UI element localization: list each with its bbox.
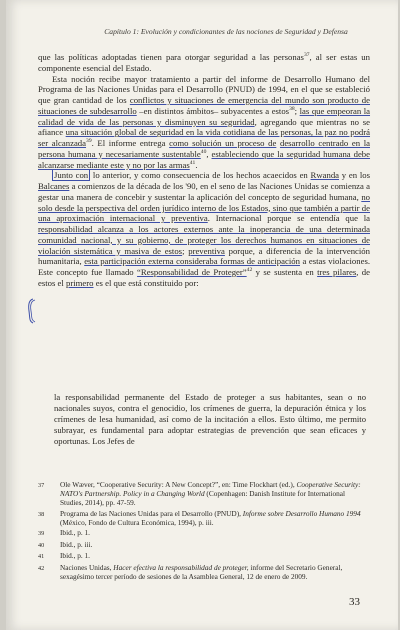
- footnote: 39 Ibid., p. 1.: [38, 528, 90, 538]
- footnote-ref[interactable]: 40: [200, 148, 207, 155]
- pen-underline: Balcanes: [38, 181, 70, 191]
- pen-underline: esta participación externa consideraba formas de anticipación: [84, 256, 300, 267]
- footnote-ref[interactable]: 38: [289, 105, 295, 112]
- pen-underline: desarrollo centrado en la persona humana y necesariamente sustentable: [38, 138, 370, 159]
- body-text: [38, 52, 370, 289]
- pen-underline: Rwanda: [310, 170, 340, 181]
- footnote: 41 Ibid., p. 1.: [38, 551, 90, 561]
- pen-underline: preventiva: [188, 245, 225, 256]
- footnote-ref[interactable]: 39: [86, 138, 92, 145]
- paragraph-2: Esta noción recibe mayor tratamiento a partir del informe de Desarrollo Humano del Programa de las Naciones Unidas para el Desarrollo (PNUD) de 1994, en el que se estableció que gran cantidad de los conflictos y situaciones de emergencia del mundo son producto de situaciones de subdesarrollo –en distintos ámbitos– subyacentes a estos$^{38}$; las que empeoran la calidad de vida de las personas y disminuyen su seguridad, agregando que mientras no se afiance una situación global de seguridad en la vida cotidiana de las personas, la paz no podrá ser alcanzada$^{39}$. El informe entrega como solución un proceso de desarrollo centrado en la persona humana y necesariamente sustentable$^{40}$, estableciendo que la seguridad humana debe alcanzarse mediante este y no por las armas$^{41}$.: [38, 73, 371, 170]
- footnote: 40 Ibid., p. iii.: [38, 539, 93, 549]
- footnote-number: 42: [38, 564, 45, 572]
- paragraph-1: que las políticas adoptadas tienen para otorgar seguridad a las personas$^{37}$, al ser estas un componente esencial del Estado.: [38, 52, 370, 73]
- footnote-number: 37: [38, 482, 45, 489]
- pen-underline: conflictos y situaciones de emergencia del mundo son producto de situaciones de subdesarrollo: [38, 95, 370, 116]
- footnote-number: 39: [38, 530, 45, 538]
- footnotes: [38, 480, 370, 582]
- footnote: 42 Naciones Unidas, Hacer efectiva la responsabilidad de proteger, informe del Secretario General, sexagésimo tercer período de sesiones de la Asamblea General, 12 de enero de 2009.: [38, 562, 343, 581]
- footnote-number: 40: [38, 541, 45, 549]
- footnote-number: 38: [38, 510, 45, 518]
- page-number: 33: [349, 596, 360, 608]
- footnote-ref[interactable]: 41: [189, 159, 196, 166]
- pen-underline: “Responsabilidad de Proteger”: [137, 267, 247, 277]
- margin-bracket-mark: [26, 298, 36, 324]
- footnote: 37 Ole Wæver, “Cooperative Security: A New Concept?”, en: Time Flockhart (ed.), Cooperative Security: NATO's Partnership. Policy in a Changing World (Copenhagen: Danish Institute for International Studies, 2014), pp. 47-59.: [38, 480, 361, 508]
- footnote-number: 41: [38, 553, 45, 561]
- pen-underline: estableciendo que la seguridad humana debe alcanzarse mediante este y no por las armas: [38, 148, 371, 170]
- pen-underline: responsabilidad alcanza a los actores externos ante la inoperancia de una determinada comunidad nacional, y su gobierno, de proteger los derechos humanos en situaciones de violación sistemática y masiva de estos: [38, 224, 370, 256]
- pen-underline: una situación global de seguridad en la vida cotidiana de las personas, la paz no podrá ser alcanzada: [38, 127, 371, 148]
- book-page: [6, 0, 398, 630]
- block-quote: la responsabilidad permanente del Estado de proteger a sus habitantes, sean o no nacionales suyos, contra el genocidio, los crímenes de guerra, la depuración étnica y los crímenes de lesa humanidad, así como de la incitación a ellos. Esto último, me permito subrayar, es fundamental para adoptar estrategias de prevención que sean eficaces y oportunas. Los Jefes de: [54, 392, 366, 446]
- footnote: 38 Programa de las Naciones Unidas para el Desarrollo (PNUD), Informe sobre Desarrollo Humano 1994 (México, Fondo de Cultura Económica, 1994), p. iii.: [38, 508, 361, 527]
- paragraph-3: Junto con lo anterior, y como consecuencia de los hechos acaecidos en Rwanda y en los Balcanes a comienzos de la década de los '90, en el seno de las Naciones Unidas se comienza a gestar una manera de concebir y sustentar la aplicación del concepto de seguridad humana, no solo desde la perspectiva del orden jurídico interno de los Estados, sino que también a partir de una aproximación internacional y preventiva. Internacional porque se entendía que la responsabilidad alcanza a los actores externos ante la inoperancia de una determinada comunidad nacional, y su gobierno, de proteger los derechos humanos en situaciones de violación sistemática y masiva de estos; preventiva porque, a diferencia de la intervención humanitaria, esta participación externa consideraba formas de anticipación a estas violaciones. Este concepto fue llamado “Responsabilidad de Proteger”$^{42}$ y se sustenta en tres pilares, de estos el primero es el que está constituido por:: [38, 170, 371, 288]
- pen-underline: primero: [66, 277, 94, 288]
- pen-underline: tres pilares: [317, 267, 357, 277]
- running-head: Capítulo 1: Evolución y condicionantes de las nociones de Seguridad y Defensa: [104, 27, 348, 36]
- footnote-ref[interactable]: 42: [246, 267, 253, 274]
- pen-underline: no solo desde la perspectiva del orden jurídico interno de los Estados, sino que también a partir de una aproximación internacional y preventiva: [38, 191, 370, 224]
- pen-underline: como solución un proceso de: [169, 138, 277, 148]
- footnote-ref[interactable]: 37: [303, 52, 310, 59]
- pen-underline: las que empeoran la calidad de vida de las personas y disminuyen su seguridad: [38, 105, 371, 127]
- pen-box: Junto con: [54, 170, 89, 181]
